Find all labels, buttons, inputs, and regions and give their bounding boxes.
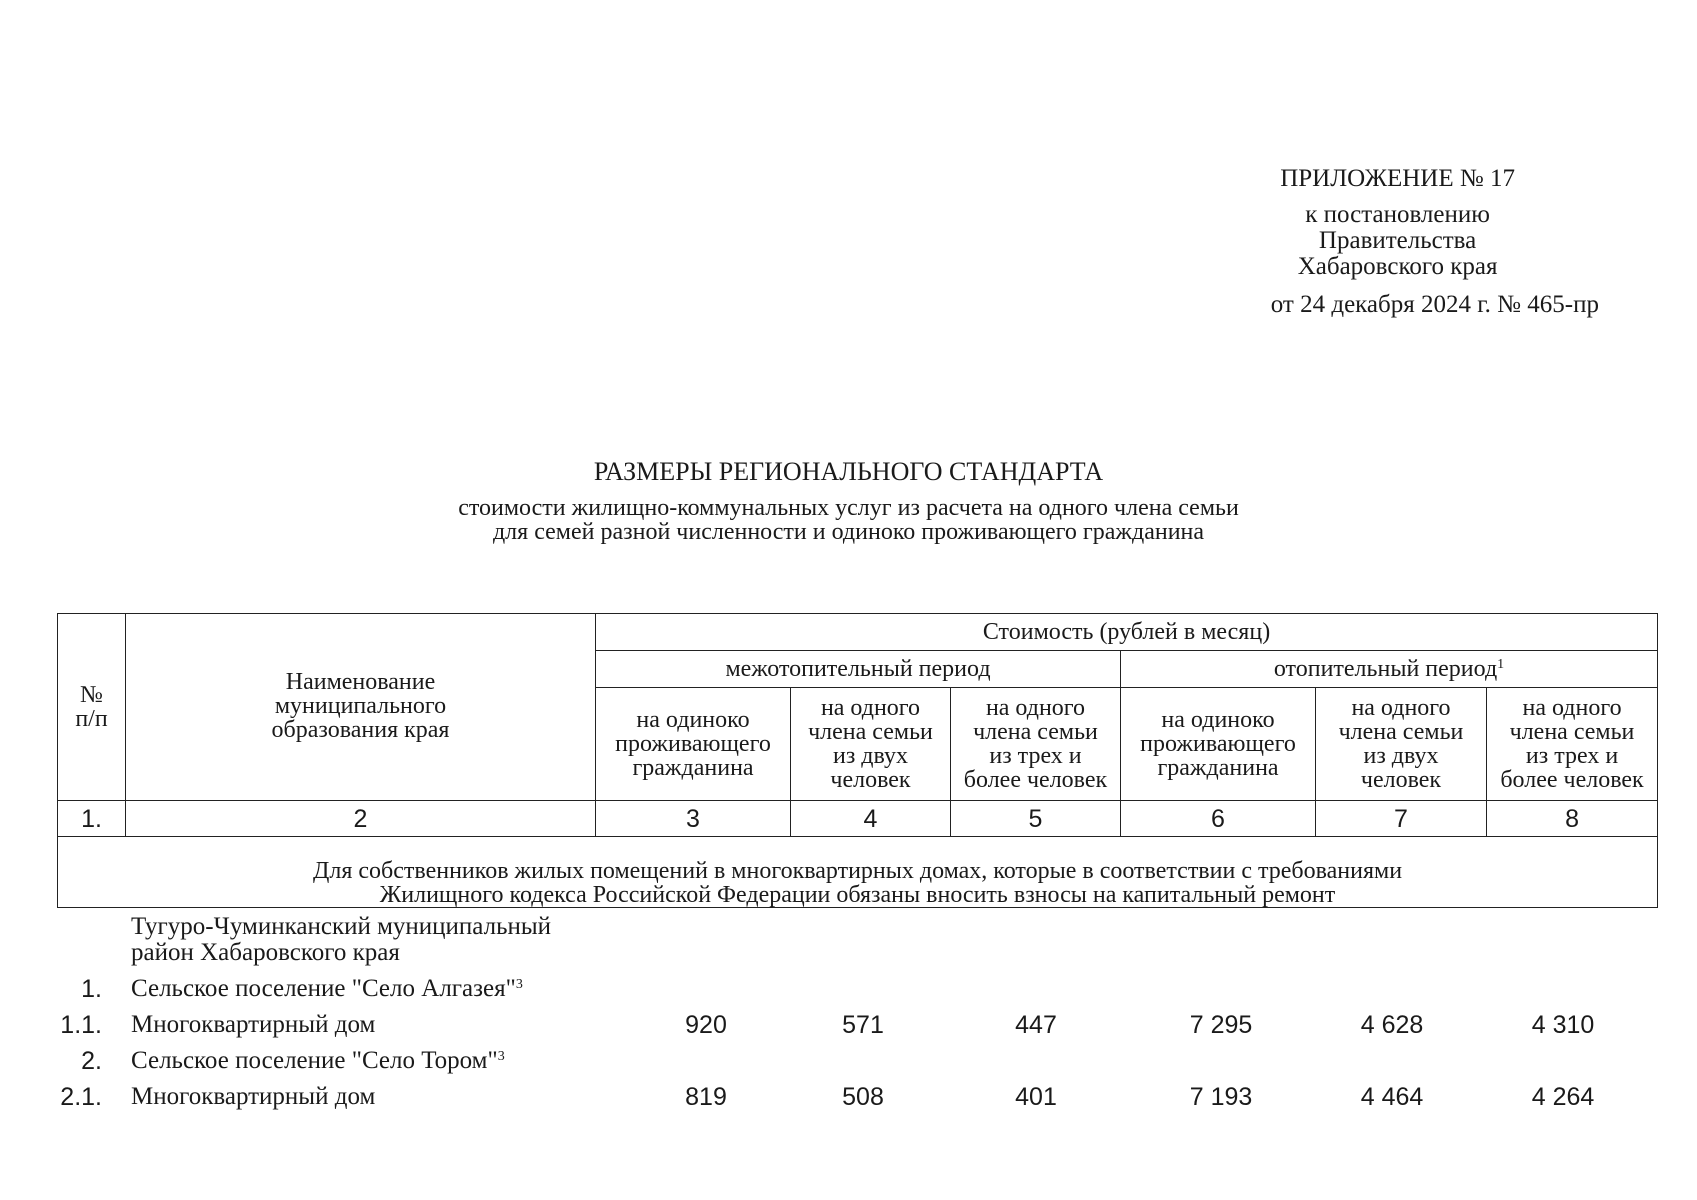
row-number: 1. [81,975,102,1003]
header-no: № п/п [58,614,126,801]
header-single: на одиноко проживающего гражданина [596,688,791,801]
header-period-heating: отопительный период$^1$ [1121,651,1658,688]
value-cell: 7 193 [1189,1083,1253,1111]
footnote-marker: 1 [1497,657,1505,672]
column-number: 1. [58,801,126,837]
document-subtitle [0,496,1697,544]
document-title: РАЗМЕРЫ РЕГИОНАЛЬНОГО СТАНДАРТА [593,457,1104,486]
header-three: на одного члена семьи из трех и более человек [1487,688,1658,801]
column-number-row [58,801,1658,837]
section-heading: Для собственников жилых помещений в многоквартирных домах, которые в соответствии с требованиями Жилищного кодекса Российской Федерации обязаны вносить взносы на капитальный ремонт [58,837,1658,908]
column-number: 5 [951,801,1121,837]
value-cell: 4 264 [1531,1083,1595,1111]
row-name: Сельское поселение "Село Алгазея"$^3$ [131,975,523,1002]
column-number: 7 [1316,801,1487,837]
row-name: Многоквартирный дом [131,1083,376,1110]
standards-table [57,613,1658,908]
header-name: Наименование муниципального образования края [126,614,596,801]
header-cost: Стоимость (рублей в месяц) [596,614,1658,651]
value-cell: 4 464 [1360,1083,1424,1111]
subtitle-line: стоимости жилищно-коммунальных услуг из расчета на одного члена семьи [458,495,1239,521]
appendix-line: Правительства [1318,227,1477,254]
appendix-block [1280,166,1515,280]
header-single: на одиноко проживающего гражданина [1121,688,1316,801]
header-three: на одного члена семьи из трех и более человек [951,688,1121,801]
row-number: 2. [81,1047,102,1075]
value-cell: 447 [1015,1011,1057,1039]
row-name: Тугуро-Чуминканский муниципальный район Хабаровского края [131,913,552,966]
value-cell: 819 [685,1083,727,1111]
column-number: 3 [596,801,791,837]
row-number: 2.1. [60,1083,102,1111]
header-two: на одного члена семьи из двух человек [1316,688,1487,801]
row-name: Сельское поселение "Село Тором"$^3$ [131,1047,505,1074]
column-number: 2 [126,801,596,837]
value-cell: 7 295 [1189,1011,1253,1039]
column-number: 4 [791,801,951,837]
value-cell: 401 [1015,1083,1057,1111]
appendix-date: от 24 декабря 2024 г. № 465-пр [1270,291,1599,318]
header-period-interheating: межотопительный период [596,651,1121,688]
value-cell: 920 [685,1011,727,1039]
subtitle-line: для семей разной численности и одиноко проживающего гражданина [492,519,1205,545]
value-cell: 4 310 [1531,1011,1595,1039]
appendix-number: ПРИЛОЖЕНИЕ № 17 [1280,165,1515,192]
row-name: Многоквартирный дом [131,1011,376,1038]
value-cell: 508 [842,1083,884,1111]
appendix-line: к постановлению [1305,201,1490,228]
column-number: 8 [1487,801,1658,837]
header-two: на одного члена семьи из двух человек [791,688,951,801]
row-number: 1.1. [60,1011,102,1039]
appendix-line: Хабаровского края [1297,253,1498,280]
column-number: 6 [1121,801,1316,837]
value-cell: 571 [842,1011,884,1039]
value-cell: 4 628 [1360,1011,1424,1039]
